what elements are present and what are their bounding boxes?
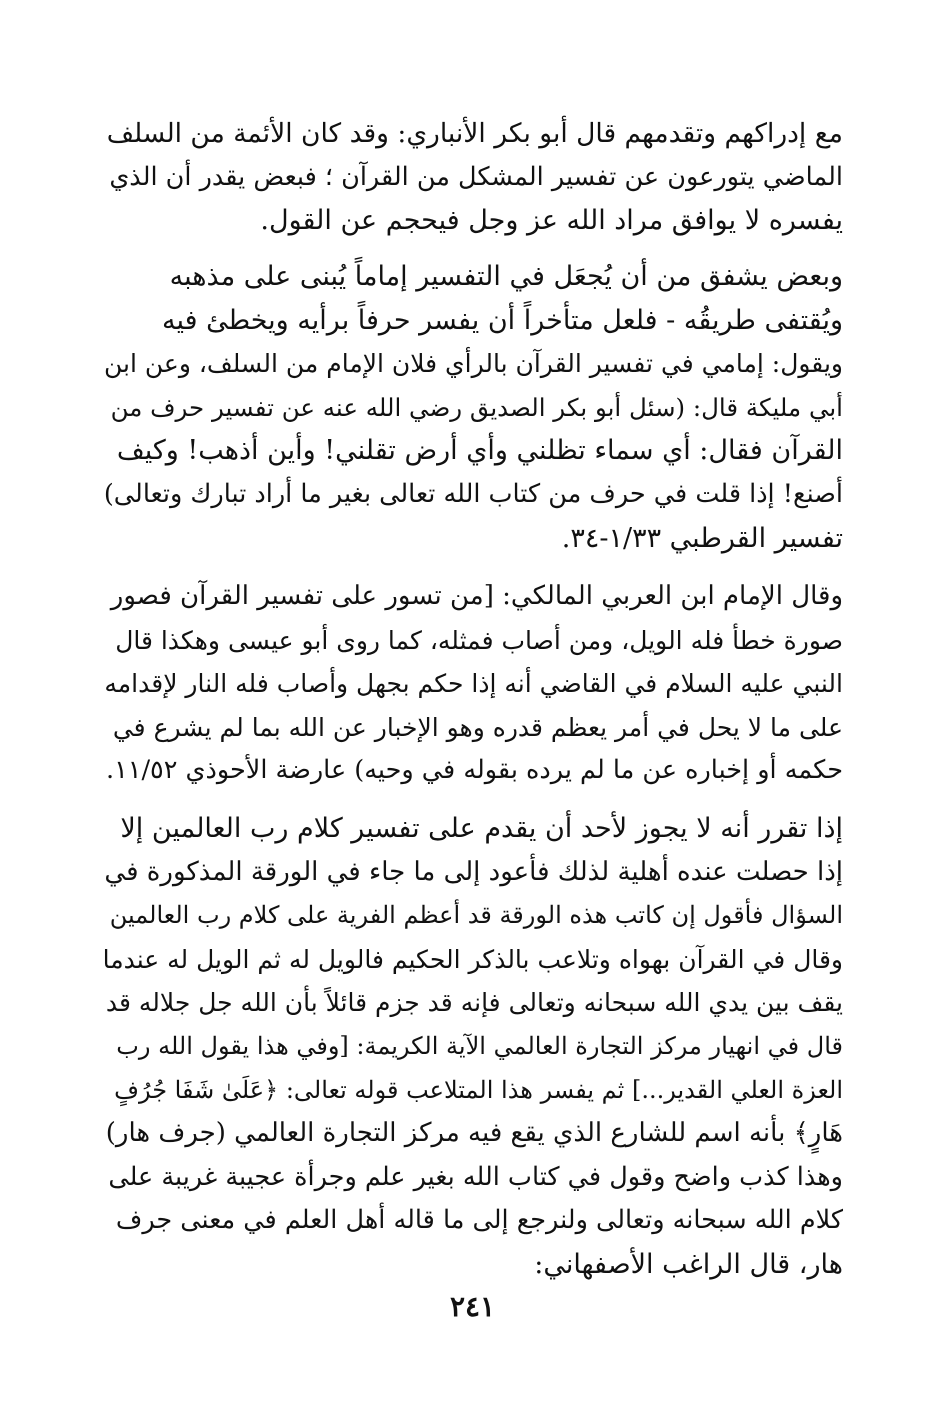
text-line: الماضي يتورعون عن تفسير المشكل من القرآن ؛ فبعض يقدر أن الذي xyxy=(109,161,843,192)
paragraph-3 xyxy=(103,575,843,793)
paragraph-2 xyxy=(103,255,843,560)
text-line: ويُقتفى طريقُه - فلعل متأخراً أن يفسر حرفاً برأيه ويخطئ فيه xyxy=(161,304,843,336)
text-line: مع إدراكهم وتقدمهم قال أبو بكر الأنباري: وقد كان الأئمة من السلف xyxy=(106,118,843,149)
text-line: إذا حصلت عنده أهلية لذلك فأعود إلى ما جاء في الورقة المذكورة في xyxy=(104,856,843,887)
text-line: هار، قال الراغب الأصفهاني: xyxy=(534,1248,843,1280)
paragraph-1 xyxy=(103,112,843,243)
text-line: وهذا كذب واضح وقول في كتاب الله بغير علم وجرأة عجيبة غريبة على xyxy=(108,1161,843,1192)
text-line: كلام الله سبحانه وتعالى ولنرجع إلى ما قاله أهل العلم في معنى جرف xyxy=(115,1205,843,1236)
text-line: وقال في القرآن بهواه وتلاعب بالذكر الحكيم فالويل له ثم الويل له عندما xyxy=(102,944,843,974)
text-line: أبي مليكة قال: (سئل أبو بكر الصديق رضي الله عنه عن تفسير حرف من xyxy=(110,392,843,422)
text-line: العزة العلي القدير...] ثم يفسر هذا المتلاعب قوله تعالى: ﴿عَلَىٰ شَفَا جُرُفٍ xyxy=(114,1075,843,1104)
text-line: قال في انهيار مركز التجارة العالمي الآية الكريمة: [وفي هذا يقول الله رب xyxy=(116,1031,843,1060)
text-line: ويقول: إمامي في تفسير القرآن بالرأي فلان الإمام من السلف، وعن ابن xyxy=(103,349,843,379)
text-line: القرآن فقال: أي سماء تظلني وأي أرض تقلني! وأين أذهب! وكيف xyxy=(116,435,843,467)
text-line: يفسره لا يوافق مراد الله عز وجل فيحجم عن القول. xyxy=(260,205,843,237)
paragraph-4 xyxy=(103,807,843,1287)
text-line: أصنع! إذا قلت في حرف من كتاب الله تعالى بغير ما أراد تبارك وتعالى) xyxy=(103,478,843,509)
text-line: هَارٍ﴾ بأنه اسم للشارع الذي يقع فيه مركز التجارة العالمي (جرف هار) xyxy=(105,1118,843,1149)
text-line: وقال الإمام ابن العربي المالكي: [من تسور على تفسير القرآن فصور xyxy=(110,581,843,611)
text-line: إذا تقرر أنه لا يجوز لأحد أن يقدم على تفسير كلام رب العالمين إلا xyxy=(120,813,843,844)
text-line: تفسير القرطبي ١/٣٣-٣٤. xyxy=(561,522,843,554)
text-line: حكمه أو إخباره عن ما لم يرده بقوله في وحيه) عارضة الأحوذي ١١/٥٢. xyxy=(105,755,843,786)
text-line: النبي عليه السلام في القاضي أنه إذا حكم بجهل وأصاب فله النار لإقدامه xyxy=(104,669,843,699)
text-line: على ما لا يحل في أمر يعظم قدره وهو الإخبار عن الله بما لم يشرع في xyxy=(112,712,843,742)
text-line: وبعض يشفق من أن يُجعَل في التفسير إماماً يُبنى على مذهبه xyxy=(169,261,843,292)
text-line: يقف بين يدي الله سبحانه وتعالى فإنه قد جزم قائلاً بأن الله جل جلاله قد xyxy=(105,988,843,1018)
text-line: صورة خطأ فله الويل، ومن أصاب فمثله، كما روى أبو عيسى وهكذا قال xyxy=(115,625,843,655)
page-number: ٢٤١ xyxy=(449,1290,496,1323)
text-line: السؤال فأقول إن كاتب هذه الورقة قد أعظم الفرية على كلام رب العالمين xyxy=(109,901,843,930)
